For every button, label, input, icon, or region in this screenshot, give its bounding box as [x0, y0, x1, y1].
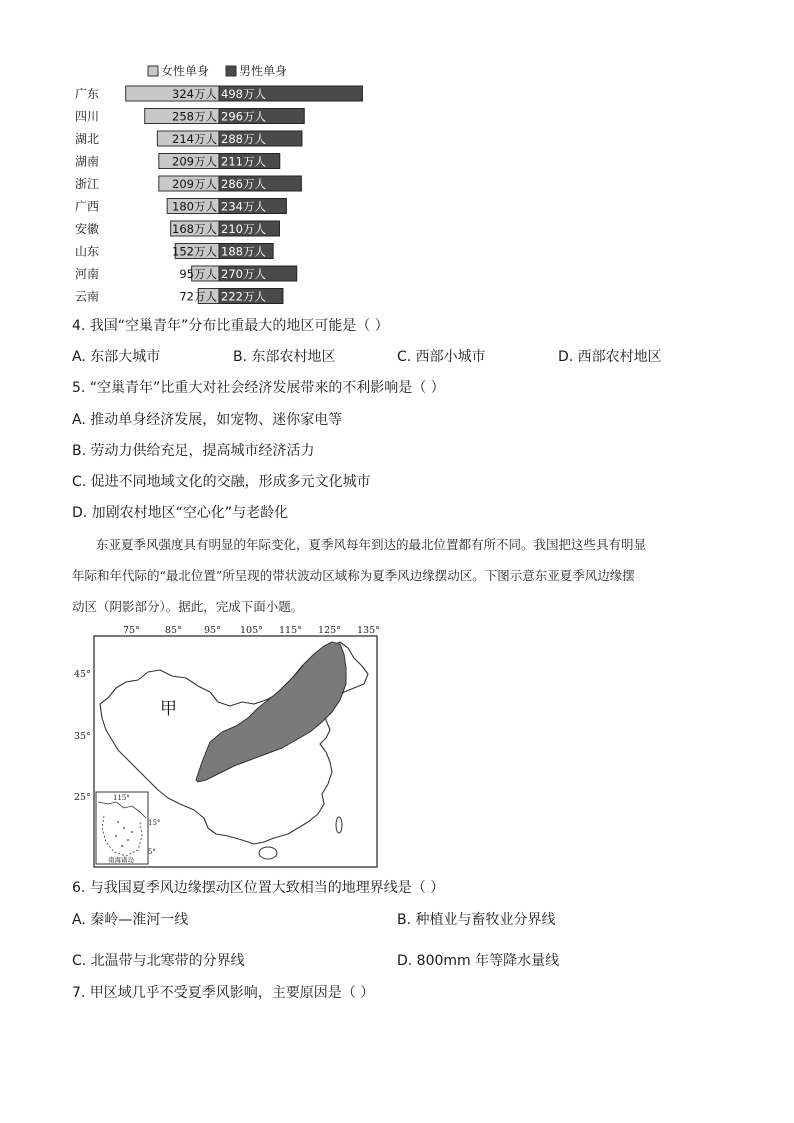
longitude-labels — [123, 625, 380, 636]
bar-female-value-label: 180万人 — [172, 199, 217, 214]
category-label: 湖南 — [75, 154, 100, 169]
legend-label-female: 女性单身 — [161, 64, 210, 78]
bar-male-value-label: 188万人 — [221, 244, 266, 259]
chart-legend — [148, 63, 287, 78]
lon-label-135: 135° — [357, 625, 380, 636]
question-6-stem: 6. 与我国夏季风边缘摆动区位置大致相当的地理界线是（ ） — [72, 880, 445, 896]
bar-male-value-label: 288万人 — [221, 132, 266, 146]
question-4-option-d[interactable]: D. 西部农村地区 — [558, 349, 662, 365]
passage-line-2: 年际和年代际的“最北位置”所呈现的带状波动区域称为夏季风边缘摆动区。下图示意东亚夏季风边缘摆 — [72, 568, 635, 583]
question-4-option-c[interactable]: C. 西部小城市 — [397, 349, 486, 365]
bar-female-value-label: 209万人 — [172, 177, 217, 191]
latitude-labels — [74, 669, 91, 803]
category-label: 云南 — [75, 289, 100, 304]
lon-label-125: 125° — [318, 625, 341, 636]
hainan-island — [259, 847, 277, 859]
question-5-option-c[interactable]: C. 促进不同地域文化的交融，形成多元文化城市 — [72, 474, 371, 490]
lat-label-45: 45° — [74, 669, 91, 680]
question-6-option-c[interactable]: C. 北温带与北寒带的分界线 — [72, 953, 245, 969]
bar-male-value-label: 222万人 — [221, 289, 266, 304]
category-label: 山东 — [75, 244, 100, 259]
bars-layer — [75, 86, 362, 304]
question-5-option-d[interactable]: D. 加剧农村地区“空心化”与老龄化 — [72, 505, 289, 521]
lon-label-85: 85° — [165, 625, 182, 636]
question-4-option-a[interactable]: A. 东部大城市 — [72, 349, 161, 365]
category-label: 广西 — [75, 199, 100, 214]
legend-swatch-female — [148, 66, 158, 76]
lon-label-75: 75° — [123, 625, 140, 636]
bar-male-value-label: 211万人 — [221, 154, 266, 169]
bar-female-value-label: 258万人 — [172, 109, 217, 124]
lat-label-25: 25° — [74, 792, 91, 803]
question-6-option-d[interactable]: D. 800mm 年等降水量线 — [397, 953, 560, 969]
inset-lat-label-1: 15° — [148, 819, 161, 827]
bar-male-value-label: 270万人 — [221, 267, 266, 281]
bar-male-value-label: 234万人 — [221, 199, 266, 214]
taiwan-island — [336, 817, 342, 833]
category-label: 浙江 — [75, 177, 100, 191]
bar-female-value-label: 214万人 — [172, 132, 217, 146]
passage-line-1: 东亚夏季风强度具有明显的年际变化，夏季风每年到达的最北位置都有所不同。我国把这些具有明显 — [96, 537, 647, 552]
single-population-bar-chart — [70, 58, 390, 310]
question-5-option-a[interactable]: A. 推动单身经济发展，如宠物、迷你家电等 — [72, 412, 343, 428]
question-6-option-a[interactable]: A. 秦岭—淮河一线 — [72, 912, 189, 928]
lon-label-95: 95° — [204, 625, 221, 636]
bar-female-value-label: 168万人 — [172, 222, 217, 236]
lon-label-105: 105° — [240, 625, 263, 636]
bar-female-value-label: 72万人 — [179, 289, 217, 304]
monsoon-boundary-map — [68, 622, 384, 872]
bar-female-value-label: 209万人 — [172, 154, 217, 169]
category-label: 四川 — [75, 109, 100, 124]
category-label: 广东 — [75, 87, 100, 101]
legend-label-male: 男性单身 — [239, 64, 288, 78]
bar-female-value-label: 152万人 — [172, 244, 217, 259]
passage-line-3: 动区（阴影部分）。据此，完成下面小题。 — [72, 599, 304, 614]
question-7-stem: 7. 甲区域几乎不受夏季风影响，主要原因是（ ） — [72, 985, 375, 1001]
legend-swatch-male — [226, 66, 236, 76]
bar-male-value-label: 498万人 — [221, 87, 266, 101]
lat-label-35: 35° — [74, 731, 91, 742]
question-4-option-b[interactable]: B. 东部农村地区 — [233, 349, 336, 365]
question-4-stem: 4. 我国“空巢青年”分布比重最大的地区可能是（ ） — [72, 318, 389, 334]
question-5-stem: 5. “空巢青年”比重大对社会经济发展带来的不利影响是（ ） — [72, 380, 445, 396]
category-label: 湖北 — [75, 132, 100, 146]
inset-caption: 南海诸岛 — [108, 856, 134, 864]
question-6-option-b[interactable]: B. 种植业与畜牧业分界线 — [397, 912, 556, 928]
inset-lon-label: 115° — [113, 794, 130, 802]
bar-female-value-label: 324万人 — [172, 87, 217, 101]
bar-male-value-label: 210万人 — [221, 222, 266, 236]
category-label: 河南 — [75, 267, 100, 281]
category-label: 安徽 — [75, 222, 100, 236]
bar-female-value-label: 95万人 — [179, 267, 217, 281]
bar-male-value-label: 296万人 — [221, 109, 266, 124]
question-5-option-b[interactable]: B. 劳动力供给充足，提高城市经济活力 — [72, 443, 315, 459]
lon-label-115: 115° — [279, 625, 302, 636]
bar-male-value-label: 286万人 — [221, 177, 266, 191]
region-label-jia: 甲 — [160, 699, 177, 719]
inset-lat-label-2: 5° — [148, 848, 156, 856]
